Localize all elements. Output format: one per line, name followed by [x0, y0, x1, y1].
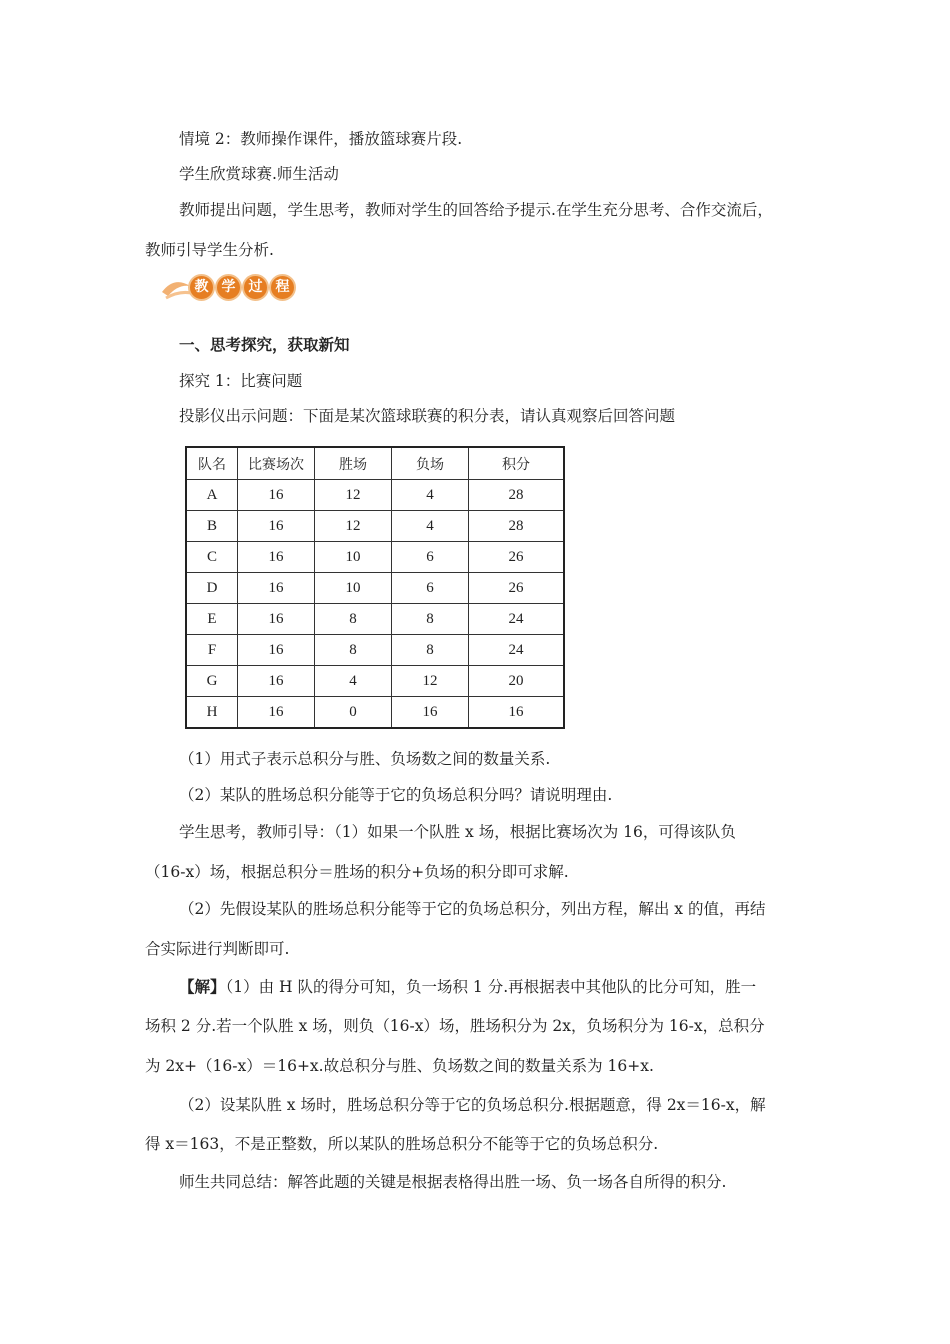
cell-wins: 10 — [315, 573, 392, 604]
question-1: （1）用式子表示总积分与胜、负场数之间的数量关系. — [179, 750, 551, 768]
cell-games: 16 — [238, 666, 315, 697]
table-row — [186, 511, 564, 542]
cell-team: C — [186, 542, 238, 573]
cell-games: 16 — [238, 604, 315, 635]
cell-losses: 6 — [392, 542, 469, 573]
cell-points: 26 — [469, 573, 565, 604]
cell-points: 28 — [469, 511, 565, 542]
cell-points: 28 — [469, 480, 565, 511]
cell-games: 16 — [238, 480, 315, 511]
cell-losses: 8 — [392, 604, 469, 635]
cell-team: F — [186, 635, 238, 666]
cell-team: A — [186, 480, 238, 511]
summary-text: 师生共同总结：解答此题的关键是根据表格得出胜一场、负一场各自所得的积分. — [179, 1173, 727, 1191]
header-team: 队名 — [186, 447, 238, 480]
cell-team: G — [186, 666, 238, 697]
header-losses: 负场 — [392, 447, 469, 480]
header-points: 积分 — [469, 447, 565, 480]
table-row — [186, 635, 564, 666]
cell-wins: 8 — [315, 635, 392, 666]
solution-line-2: 场积 2 分.若一个队胜 x 场，则负（16-x）场，胜场积分为 2x，负场积分为 16-x，总积分 — [145, 1017, 765, 1035]
intro-line-1: 情境 2：教师操作课件，播放篮球赛片段. — [179, 130, 463, 148]
cell-games: 16 — [238, 635, 315, 666]
cell-games: 16 — [238, 542, 315, 573]
guide-line-1: 学生思考，教师引导：（1）如果一个队胜 x 场，根据比赛场次为 16，可得该队负 — [179, 823, 736, 841]
cell-team: B — [186, 511, 238, 542]
table-row — [186, 666, 564, 697]
banner-char-3: 过 — [242, 274, 269, 301]
cell-points: 24 — [469, 635, 565, 666]
solution-line-5: 得 x＝163，不是正整数，所以某队的胜场总积分不能等于它的负场总积分. — [145, 1135, 659, 1153]
guide-line-3: （2）先假设某队的胜场总积分能等于它的负场总积分，列出方程，解出 x 的值，再结 — [179, 900, 766, 918]
banner-char-2: 学 — [215, 274, 242, 301]
banner-char-1: 教 — [188, 274, 215, 301]
cell-losses: 4 — [392, 511, 469, 542]
cell-losses: 16 — [392, 697, 469, 729]
cell-wins: 12 — [315, 480, 392, 511]
solution-line-3: 为 2x+（16-x）＝16+x.故总积分与胜、负场数之间的数量关系为 16+x. — [145, 1057, 654, 1075]
cell-points: 26 — [469, 542, 565, 573]
cell-games: 16 — [238, 573, 315, 604]
solution-label: 【解】 — [179, 978, 226, 996]
banner-char-4: 程 — [269, 274, 296, 301]
cell-points: 20 — [469, 666, 565, 697]
cell-team: H — [186, 697, 238, 729]
cell-losses: 4 — [392, 480, 469, 511]
cell-wins: 4 — [315, 666, 392, 697]
cell-wins: 0 — [315, 697, 392, 729]
cell-team: E — [186, 604, 238, 635]
solution-line-1 — [179, 977, 756, 997]
table-row — [186, 573, 564, 604]
intro-line-4: 教师引导学生分析. — [145, 241, 274, 259]
question-2: （2）某队的胜场总积分能等于它的负场总积分吗？请说明理由. — [179, 786, 613, 804]
intro-line-3: 教师提出问题，学生思考，教师对学生的回答给予提示.在学生充分思考、合作交流后， — [179, 201, 773, 219]
explore-title: 探究 1：比赛问题 — [179, 372, 303, 390]
header-games: 比赛场次 — [238, 447, 315, 480]
cell-points: 24 — [469, 604, 565, 635]
solution-line-4: （2）设某队胜 x 场时，胜场总积分等于它的负场总积分.根据题意，得 2x＝16-x，解 — [179, 1096, 766, 1114]
guide-line-2: （16-x）场，根据总积分＝胜场的积分+负场的积分即可求解. — [145, 863, 569, 881]
cell-team: D — [186, 573, 238, 604]
cell-losses: 8 — [392, 635, 469, 666]
projector-text: 投影仪出示问题：下面是某次篮球联赛的积分表，请认真观察后回答问题 — [179, 407, 676, 425]
section-heading: 一、思考探究，获取新知 — [179, 336, 350, 354]
table-row — [186, 480, 564, 511]
cell-wins: 8 — [315, 604, 392, 635]
solution-text-1: （1）由 H 队的得分可知，负一场积 1 分.再根据表中其他队的比分可知，胜一 — [225, 978, 757, 996]
guide-line-4: 合实际进行判断即可. — [145, 940, 290, 958]
table-row — [186, 697, 564, 729]
cell-points: 16 — [469, 697, 565, 729]
score-table — [185, 446, 565, 729]
cell-games: 16 — [238, 697, 315, 729]
cell-wins: 12 — [315, 511, 392, 542]
cell-losses: 6 — [392, 573, 469, 604]
cell-losses: 12 — [392, 666, 469, 697]
table-row — [186, 542, 564, 573]
table-row — [186, 604, 564, 635]
table-header-row — [186, 447, 564, 480]
header-wins: 胜场 — [315, 447, 392, 480]
teaching-process-banner — [160, 270, 290, 304]
intro-line-2: 学生欣赏球赛.师生活动 — [179, 165, 339, 183]
cell-games: 16 — [238, 511, 315, 542]
cell-wins: 10 — [315, 542, 392, 573]
